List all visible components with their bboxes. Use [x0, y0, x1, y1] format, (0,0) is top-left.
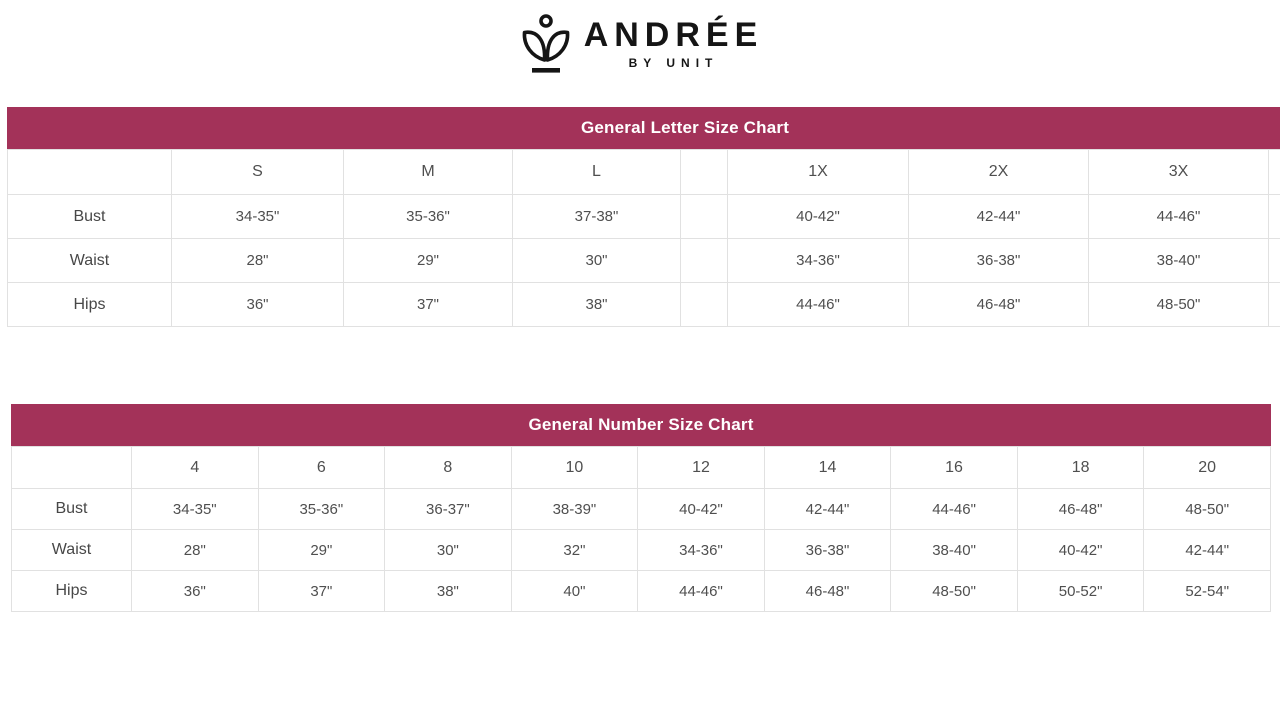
empty-cell [1269, 195, 1280, 239]
measurement-cell: 48-50" [1144, 489, 1271, 530]
measurement-cell: 36" [172, 283, 344, 327]
measurement-cell: 40-42" [1017, 530, 1144, 571]
measurement-cell: 36-38" [909, 239, 1089, 283]
measurement-cell: 37-38" [513, 195, 681, 239]
measurement-cell: 36-37" [385, 489, 512, 530]
measurement-cell: 40-42" [638, 489, 765, 530]
empty-header-cell [681, 150, 728, 195]
size-column-header: 2X [909, 150, 1089, 195]
size-column-header: 16 [891, 447, 1018, 489]
measurement-cell: 48-50" [1089, 283, 1269, 327]
measurement-row [12, 530, 1271, 571]
measurement-cell: 38-40" [1089, 239, 1269, 283]
empty-cell [1269, 239, 1280, 283]
empty-cell [681, 239, 728, 283]
measurement-cell: 42-44" [1144, 530, 1271, 571]
size-column-header: 1X [728, 150, 909, 195]
letter-chart-title-bar [7, 107, 1280, 149]
measurement-cell: 42-44" [909, 195, 1089, 239]
measurement-row [8, 195, 1280, 239]
size-column-header: 6 [258, 447, 385, 489]
size-header-row [8, 150, 1280, 195]
measurement-cell: 38-39" [511, 489, 638, 530]
measurement-cell: 29" [258, 530, 385, 571]
measurement-cell: 34-35" [132, 489, 259, 530]
size-column-header: 12 [638, 447, 765, 489]
tulip-flower-icon [517, 13, 575, 75]
measurement-row-label: Bust [12, 489, 132, 530]
measurement-cell: 34-35" [172, 195, 344, 239]
brand-header [0, 13, 1280, 75]
measurement-row-label: Hips [8, 283, 172, 327]
measurement-row [12, 571, 1271, 612]
empty-header-cell [12, 447, 132, 489]
number-size-table [11, 446, 1271, 612]
measurement-cell: 38" [385, 571, 512, 612]
measurement-cell: 46-48" [1017, 489, 1144, 530]
letter-size-table [7, 149, 1280, 327]
measurement-cell: 44-46" [1089, 195, 1269, 239]
measurement-row-label: Bust [8, 195, 172, 239]
number-chart-title: General Number Size Chart [528, 415, 754, 434]
measurement-cell: 35-36" [344, 195, 513, 239]
measurement-cell: 32" [511, 530, 638, 571]
size-column-header: 4 [132, 447, 259, 489]
size-column-header: 3X [1089, 150, 1269, 195]
measurement-cell: 29" [344, 239, 513, 283]
brand-logo [517, 13, 764, 75]
measurement-cell: 30" [513, 239, 681, 283]
measurement-cell: 37" [344, 283, 513, 327]
size-column-header: 20 [1144, 447, 1271, 489]
measurement-cell: 37" [258, 571, 385, 612]
size-column-header: S [172, 150, 344, 195]
size-column-header: 10 [511, 447, 638, 489]
brand-subtitle: BY UNIT [628, 56, 719, 70]
size-column-header: M [344, 150, 513, 195]
measurement-cell: 36" [132, 571, 259, 612]
measurement-cell: 28" [132, 530, 259, 571]
measurement-cell: 46-48" [909, 283, 1089, 327]
measurement-cell: 50-52" [1017, 571, 1144, 612]
measurement-cell: 40-42" [728, 195, 909, 239]
measurement-cell: 44-46" [891, 489, 1018, 530]
measurement-cell: 35-36" [258, 489, 385, 530]
measurement-row [12, 489, 1271, 530]
measurement-row [8, 283, 1280, 327]
measurement-row-label: Waist [12, 530, 132, 571]
brand-wordmark [584, 18, 764, 70]
empty-header-cell [8, 150, 172, 195]
measurement-cell: 40" [511, 571, 638, 612]
empty-cell [681, 195, 728, 239]
measurement-row-label: Waist [8, 239, 172, 283]
letter-chart-title: General Letter Size Chart [580, 118, 790, 137]
measurement-cell: 30" [385, 530, 512, 571]
size-column-header: 18 [1017, 447, 1144, 489]
measurement-cell: 44-46" [638, 571, 765, 612]
measurement-cell: 34-36" [638, 530, 765, 571]
empty-header-cell [1269, 150, 1280, 195]
size-column-header: 14 [764, 447, 891, 489]
brand-name: ANDRÉE [583, 16, 764, 54]
measurement-cell: 48-50" [891, 571, 1018, 612]
size-header-row [12, 447, 1271, 489]
empty-cell [1269, 283, 1280, 327]
number-chart-title-bar [11, 404, 1271, 446]
empty-cell [681, 283, 728, 327]
measurement-cell: 28" [172, 239, 344, 283]
measurement-cell: 38" [513, 283, 681, 327]
measurement-row-label: Hips [12, 571, 132, 612]
measurement-cell: 38-40" [891, 530, 1018, 571]
letter-size-chart-section [7, 107, 1280, 327]
number-size-chart-section [11, 404, 1271, 612]
size-column-header: L [513, 150, 681, 195]
size-column-header: 8 [385, 447, 512, 489]
measurement-cell: 34-36" [728, 239, 909, 283]
measurement-cell: 42-44" [764, 489, 891, 530]
measurement-cell: 36-38" [764, 530, 891, 571]
measurement-row [8, 239, 1280, 283]
measurement-cell: 44-46" [728, 283, 909, 327]
measurement-cell: 52-54" [1144, 571, 1271, 612]
measurement-cell: 46-48" [764, 571, 891, 612]
